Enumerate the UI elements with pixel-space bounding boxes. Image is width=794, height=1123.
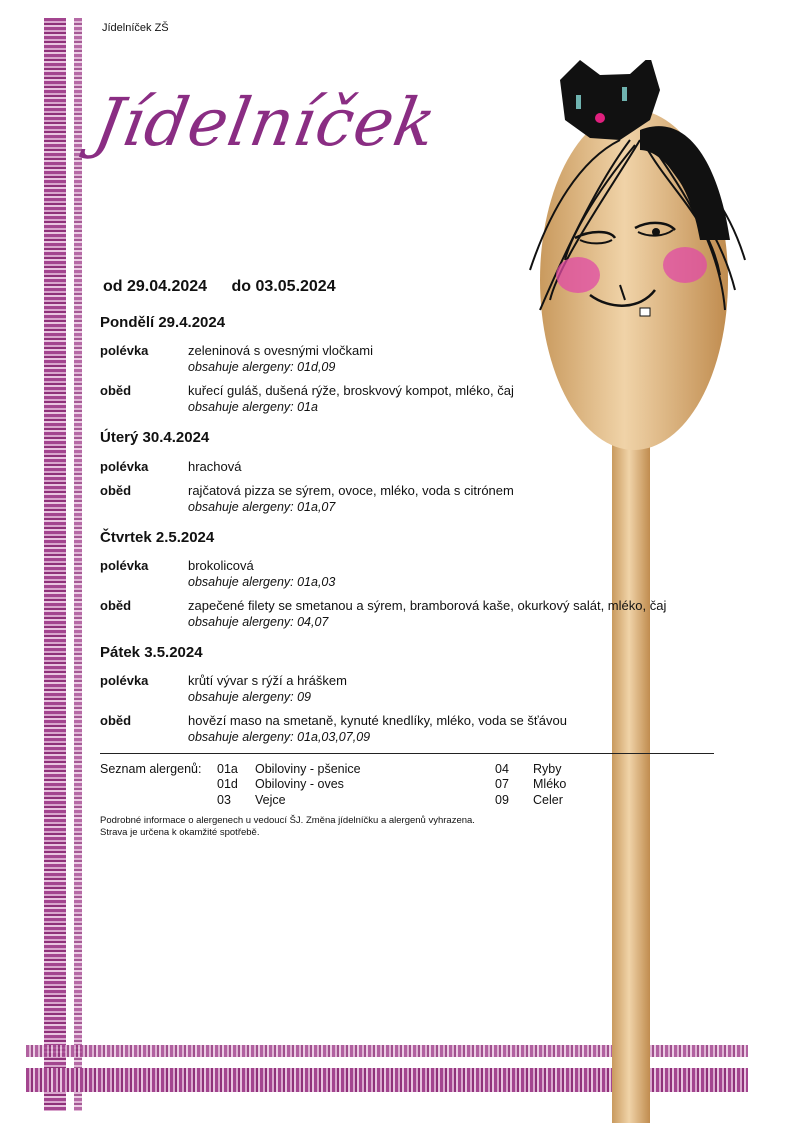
row-dish: brokolicová xyxy=(188,558,254,573)
allergen-code: 04 xyxy=(495,762,509,776)
row-dish: kuřecí guláš, dušená rýže, broskvový kompot, mléko, čaj xyxy=(188,383,514,398)
row-dish: zeleninová s ovesnými vločkami xyxy=(188,343,373,358)
day-title: Úterý 30.4.2024 xyxy=(100,429,210,446)
allergen-name: Ryby xyxy=(533,762,562,776)
allergen-name: Vejce xyxy=(255,793,286,807)
divider xyxy=(100,753,714,754)
row-label: oběd xyxy=(100,713,132,728)
row-label: polévka xyxy=(100,343,149,358)
allergen-name: Obiloviny - pšenice xyxy=(255,762,361,776)
allergen-code: 01a xyxy=(217,762,238,776)
header-label: Jídelníček ZŠ xyxy=(102,22,169,34)
legend-label: Seznam alergenů: xyxy=(100,762,202,776)
allergen-name: Obiloviny - oves xyxy=(255,777,344,791)
row-label: polévka xyxy=(100,459,149,474)
period xyxy=(103,278,336,296)
day-title: Čtvrtek 2.5.2024 xyxy=(100,529,215,546)
row-allergens: obsahuje alergeny: 01a,03,07,09 xyxy=(188,730,371,744)
row-label: polévka xyxy=(100,673,149,688)
row-label: oběd xyxy=(100,383,132,398)
allergen-code: 03 xyxy=(217,793,231,807)
spoon-illustration xyxy=(520,60,760,1123)
row-allergens: obsahuje alergeny: 01a xyxy=(188,400,318,414)
row-dish: zapečené filety se smetanou a sýrem, bramborová kaše, okurkový salát, mléko, čaj xyxy=(188,598,667,613)
footer-note: Podrobné informace o alergenech u vedoucí ŠJ. Změna jídelníčku a alergenů vyhrazena. xyxy=(100,815,475,826)
stripe-left-outer xyxy=(44,18,66,1111)
footer-note: Strava je určena k okamžité spotřebě. xyxy=(100,827,260,838)
allergen-code: 01d xyxy=(217,777,238,791)
period-from: od 29.04.2024 xyxy=(103,278,208,295)
row-allergens: obsahuje alergeny: 04,07 xyxy=(188,615,329,629)
row-allergens: obsahuje alergeny: 09 xyxy=(188,690,312,704)
spoon-handle xyxy=(612,390,650,1123)
row-dish: rajčatová pizza se sýrem, ovoce, mléko, voda s citrónem xyxy=(188,483,514,498)
period-to: do 03.05.2024 xyxy=(231,278,336,295)
stripe-left-inner xyxy=(74,18,82,1111)
row-dish: hovězí maso na smetaně, kynuté knedlíky, mléko, voda se šťávou xyxy=(188,713,567,728)
row-allergens: obsahuje alergeny: 01a,07 xyxy=(188,500,336,514)
day-title: Pondělí 29.4.2024 xyxy=(100,314,226,331)
allergen-name: Celer xyxy=(533,793,563,807)
row-dish: krůtí vývar s rýží a hráškem xyxy=(188,673,347,688)
allergen-code: 09 xyxy=(495,793,509,807)
allergen-code: 07 xyxy=(495,777,509,791)
row-allergens: obsahuje alergeny: 01a,03 xyxy=(188,575,336,589)
row-label: oběd xyxy=(100,598,132,613)
row-label: oběd xyxy=(100,483,132,498)
row-dish: hrachová xyxy=(188,459,242,474)
day-title: Pátek 3.5.2024 xyxy=(100,644,203,661)
allergen-name: Mléko xyxy=(533,777,567,791)
row-allergens: obsahuje alergeny: 01d,09 xyxy=(188,360,336,374)
row-label: polévka xyxy=(100,558,149,573)
page-title: Jídelníček xyxy=(89,84,443,161)
